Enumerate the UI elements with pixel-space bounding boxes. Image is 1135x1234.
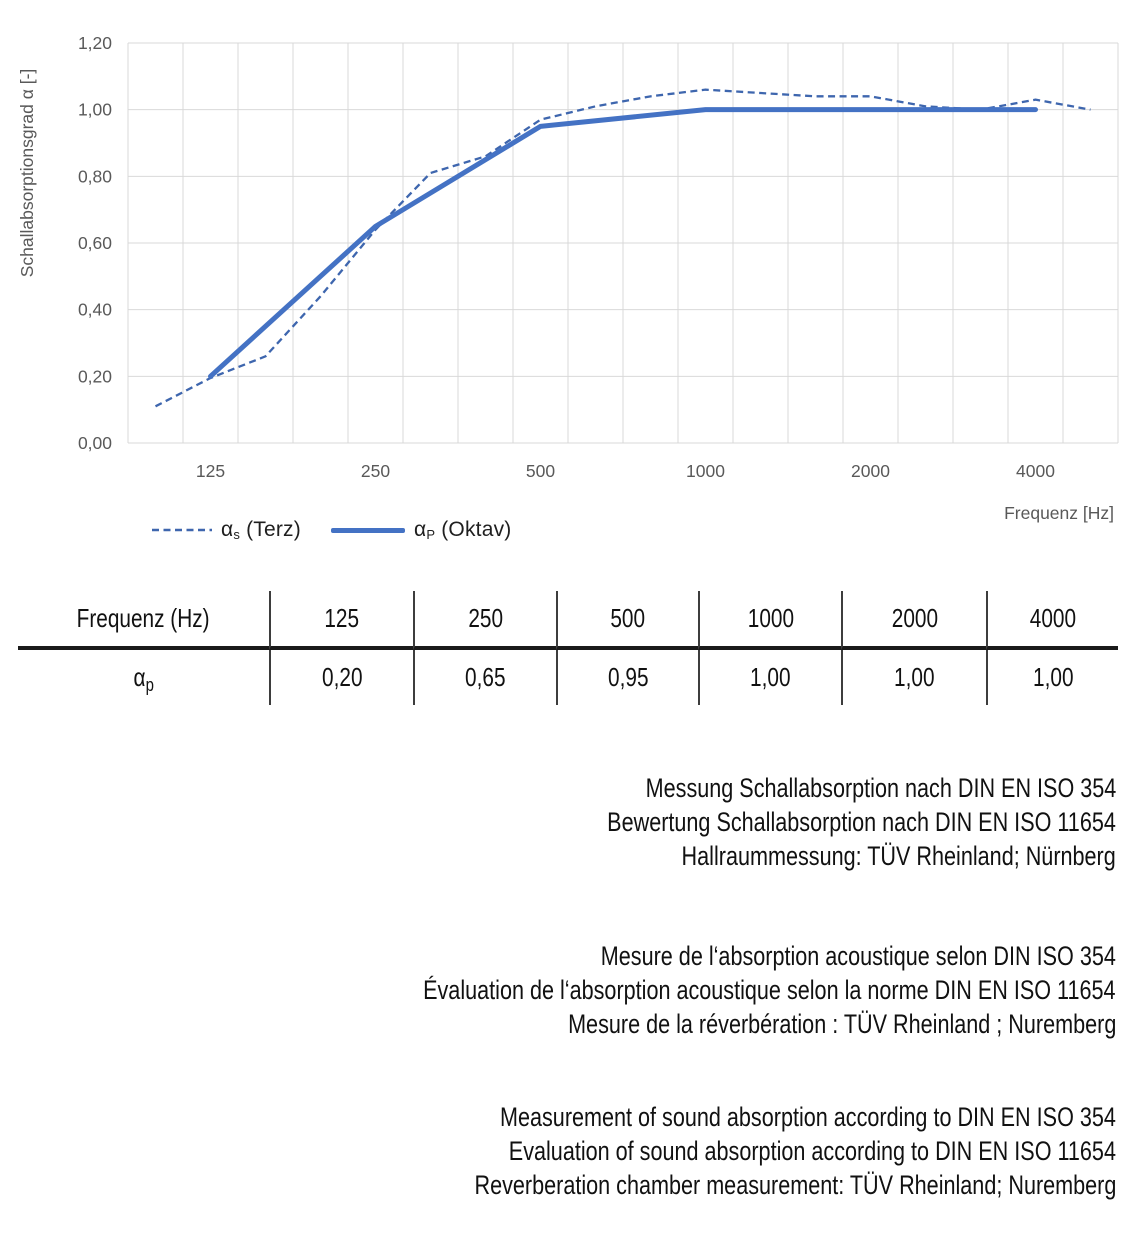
- alpha-p-table: [18, 591, 1118, 705]
- x-tick-label: 4000: [1016, 461, 1055, 481]
- table-value-500: 0,95: [556, 650, 698, 705]
- sound-absorption-figure: [0, 0, 1135, 565]
- note-line: Mesure de la réverbération : TÜV Rheinland ; Nuremberg: [567, 1009, 1116, 1039]
- y-tick-label: 0,20: [77, 366, 112, 387]
- chart-legend: [152, 518, 511, 542]
- table-header-4000: 4000: [986, 591, 1118, 650]
- notes-french: [250, 939, 1116, 1041]
- table-header-250: 250: [413, 591, 556, 650]
- note-line: Reverberation chamber measurement: TÜV Rheinland; Nuremberg: [474, 1170, 1116, 1200]
- note-line: Évaluation de l‘absorption acoustique selon la norme DIN EN ISO 11654: [423, 975, 1116, 1005]
- x-tick-label: 500: [525, 461, 556, 481]
- solid-line-sample: [331, 528, 405, 533]
- y-tick-label: 1,00: [77, 99, 112, 120]
- table-header-500: 500: [556, 591, 698, 650]
- absorption-chart: [0, 0, 1135, 548]
- x-tick-label: 1000: [686, 461, 725, 481]
- table-value-250: 0,65: [413, 650, 556, 705]
- legend-label-oktav: $\alpha_P$ (Oktav): [413, 518, 512, 542]
- table-header-2000: 2000: [841, 591, 986, 650]
- note-line: Mesure de l‘absorption acoustique selon DIN ISO 354: [600, 941, 1116, 971]
- table-value-125: 0,20: [269, 650, 413, 705]
- x-axis-title: Frequenz [Hz]: [1004, 503, 1114, 523]
- x-tick-label: 125: [195, 461, 226, 481]
- legend-item-oktav: [331, 518, 512, 542]
- table-header-frequency: Frequenz (Hz): [18, 591, 269, 650]
- x-tick-label: 250: [360, 461, 391, 481]
- note-line: Hallraummessung: TÜV Rheinland; Nürnberg: [681, 841, 1116, 871]
- table-value-4000: 1,00: [986, 650, 1118, 705]
- y-tick-label: 0,00: [77, 433, 112, 453]
- table-header-1000: 1000: [698, 591, 841, 650]
- table-value-2000: 1,00: [841, 650, 986, 705]
- dashed-line-sample: [152, 527, 212, 533]
- legend-item-terz: [152, 518, 301, 542]
- table-value-1000: 1,00: [698, 650, 841, 705]
- y-tick-label: 0,80: [77, 166, 112, 187]
- table-header-125: 125: [269, 591, 413, 650]
- notes-english: [314, 1100, 1116, 1202]
- notes-german: [480, 771, 1116, 873]
- note-line: Messung Schallabsorption nach DIN EN ISO 354: [645, 773, 1116, 803]
- y-tick-label: 1,20: [77, 33, 112, 53]
- x-tick-label: 2000: [851, 461, 890, 481]
- y-tick-label: 0,40: [77, 299, 112, 320]
- note-line: Evaluation of sound absorption according to DIN EN ISO 11654: [508, 1136, 1116, 1166]
- note-line: Bewertung Schallabsorption nach DIN EN ISO 11654: [607, 807, 1116, 837]
- table-row-label-alpha-p: $\alpha_p$: [133, 662, 154, 696]
- legend-label-terz: $\alpha_s$ (Terz): [221, 518, 301, 542]
- y-axis-title: Schallabsorptionsgrad α [-]: [17, 68, 37, 278]
- note-line: Measurement of sound absorption according to DIN EN ISO 354: [500, 1102, 1116, 1132]
- y-tick-label: 0,60: [77, 233, 112, 253]
